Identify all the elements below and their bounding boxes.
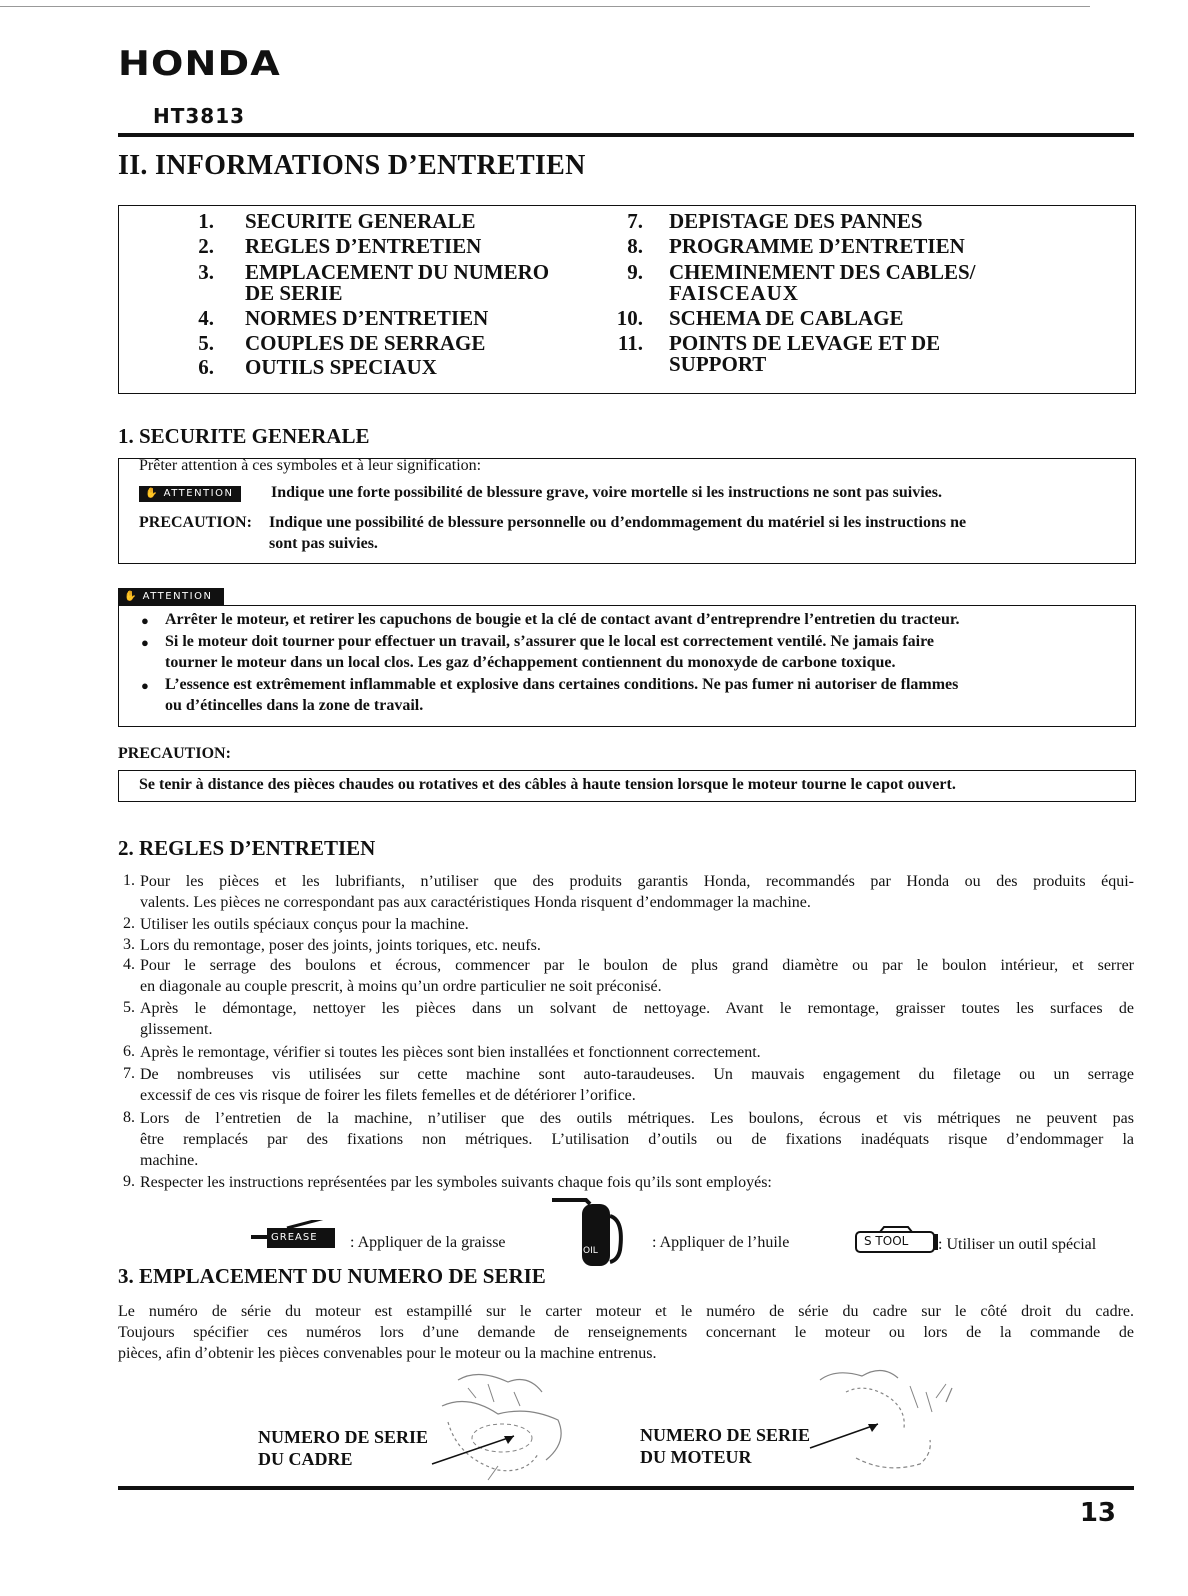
section-heading-securite: 1. SECURITE GENERALE	[118, 424, 370, 448]
toc-item-label: SECURITE GENERALE	[245, 209, 476, 233]
rule-text: De nombreuses vis utilisées sur cette machine sont auto-taraudeuses. Un mauvais engagement du filetage ou un serrage	[140, 1066, 1134, 1083]
rule-text: Lors de l’entretien de la machine, n’utiliser que des outils métriques. Les boulons, écrous et vis métriques ne peuvent pas	[140, 1110, 1134, 1127]
rule-text-cont: être remplacés par des fixations non métriques. L’utilisation d’outils ou de fixations inadéquats risque d’endommager la	[140, 1131, 1134, 1148]
toc-item-label: SCHEMA DE CABLAGE	[669, 306, 904, 330]
model-number: HT3813	[153, 104, 246, 128]
rule-number: 3.	[123, 936, 135, 953]
warning-item-cont: ou d’étincelles dans la zone de travail.	[165, 697, 424, 714]
warning-item: Arrêter le moteur, et retirer les capuchons de bougie et la clé de contact avant d’entreprendre l’entretien du tracteur.	[165, 611, 960, 628]
serial-paragraph-line: pièces, afin d’obtenir les pièces convenables pour le moteur ou la machine entrenus.	[118, 1345, 657, 1362]
frame-leader-arrow	[430, 1420, 550, 1470]
symbols-legend-box	[118, 458, 1136, 564]
toc-item-label: EMPLACEMENT DU NUMERO	[245, 260, 550, 284]
grease-badge: GREASE	[271, 1232, 318, 1243]
attention-meaning: Indique une forte possibilité de blessure grave, voire mortelle si les instructions ne sont pas suivies.	[271, 484, 942, 501]
toc-item-label-cont: DE SERIE	[245, 281, 343, 305]
toc-item-label-cont: FAISCEAUX	[669, 281, 799, 305]
rule-number: 5.	[123, 999, 135, 1016]
top-hairline	[0, 6, 1090, 7]
toc-num: 9.	[627, 260, 643, 284]
bullet: ●	[141, 635, 149, 650]
toc-item-label: DEPISTAGE DES PANNES	[669, 209, 923, 233]
rule-number: 4.	[123, 956, 135, 973]
bullet: ●	[141, 613, 149, 628]
rule-text-cont: valents. Les pièces ne correspondant pas aux caractéristiques Honda risquent d’endommager la machine.	[140, 894, 811, 911]
attention-badge	[139, 486, 241, 502]
page-title: II. INFORMATIONS D’ENTRETIEN	[118, 150, 586, 181]
warning-hand-icon: ✋	[124, 591, 138, 602]
rule-number: 8.	[123, 1109, 135, 1126]
oil-badge: OIL	[583, 1246, 598, 1256]
rule-text: Pour les pièces et les lubrifiants, n’utiliser que des produits garantis Honda, recommandés par Honda ou des produits équi-	[140, 873, 1134, 890]
toc-num: 7.	[627, 209, 643, 233]
toc-item-label: OUTILS SPECIAUX	[245, 355, 437, 379]
attention-badge	[118, 588, 224, 605]
footer-rule	[118, 1486, 1134, 1490]
engine-serial-label-cont: DU MOTEUR	[640, 1447, 752, 1467]
oil-symbol	[552, 1196, 632, 1270]
toc-num: 6.	[198, 355, 214, 379]
rule-number: 2.	[123, 915, 135, 932]
rule-text-cont: en diagonale au couple prescrit, à moins qu’un ordre particulier ne soit préconisé.	[140, 978, 662, 995]
rule-text-cont: glissement.	[140, 1021, 213, 1038]
engine-leader-arrow	[808, 1414, 908, 1454]
toc-num: 2.	[198, 234, 214, 258]
engine-serial-label: NUMERO DE SERIE	[640, 1425, 811, 1445]
toc-num: 3.	[198, 260, 214, 284]
section-heading-regles: 2. REGLES D’ENTRETIEN	[118, 836, 376, 860]
oil-text: : Appliquer de l’huile	[652, 1234, 790, 1251]
rule-text: Respecter les instructions représentées par les symboles suivants chaque fois qu’ils sont employés:	[140, 1174, 772, 1191]
toc-num: 11.	[617, 331, 643, 355]
attention-badge-text: ATTENTION	[142, 591, 213, 602]
rule-text-cont: excessif de ces vis risque de foirer les filets femelles et de détériorer l’orifice.	[140, 1087, 636, 1104]
toc-num: 1.	[198, 209, 214, 233]
special-tool-badge: S TOOL	[864, 1234, 909, 1248]
attention-symbol-row	[139, 483, 241, 502]
warning-item: Si le moteur doit tourner pour effectuer un travail, s’assurer que le local est correctement ventilé. Ne jamais faire	[165, 633, 935, 650]
toc-num: 5.	[198, 331, 214, 355]
toc-num: 10.	[616, 306, 643, 330]
header-rule	[118, 133, 1134, 137]
precaution-box	[118, 770, 1136, 802]
rule-text: Utiliser les outils spéciaux conçus pour la machine.	[140, 916, 469, 933]
toc-item-label-cont: SUPPORT	[669, 352, 767, 376]
precaution-meaning: Indique une possibilité de blessure personnelle ou d’endommagement du matériel si les instructions ne	[269, 514, 967, 531]
toc-item-label: CHEMINEMENT DES CABLES/	[669, 260, 976, 284]
toc-item-label: COUPLES DE SERRAGE	[245, 331, 486, 355]
serial-paragraph-line: Le numéro de série du moteur est estampillé sur le carter moteur et le numéro de série du cadre sur le côté droit du cadre.	[118, 1303, 1134, 1320]
serial-paragraph-line: Toujours spécifier ces numéros lors d’une demande de renseignements concernant le moteur ou lors de la commande de	[118, 1324, 1134, 1341]
rule-text: Pour le serrage des boulons et écrous, commencer par le boulon de plus grand diamètre ou par le boulon intérieur, et serrer	[140, 957, 1134, 974]
rule-number: 1.	[123, 872, 135, 889]
special-tool-symbol	[854, 1226, 938, 1254]
grease-symbol	[247, 1220, 337, 1250]
brand-logo: HONDA	[118, 44, 281, 84]
attention-header	[118, 586, 224, 605]
section-heading-emplacement: 3. EMPLACEMENT DU NUMERO DE SERIE	[118, 1264, 546, 1288]
warning-item-cont: tourner le moteur dans un local clos. Les gaz d’échappement contiennent du monoxyde de carbone toxique.	[165, 654, 896, 671]
grease-text: : Appliquer de la graisse	[350, 1234, 506, 1251]
rule-number: 7.	[123, 1065, 135, 1082]
attention-badge-text: ATTENTION	[163, 488, 234, 499]
toc-num: 8.	[627, 234, 643, 258]
oil-can-icon	[552, 1196, 632, 1270]
precaution-text: Se tenir à distance des pièces chaudes ou rotatives et des câbles à haute tension lorsque le moteur tourne le capot ouvert.	[139, 776, 956, 793]
toc-num: 4.	[198, 306, 214, 330]
warning-item: L’essence est extrêmement inflammable et explosive dans certaines conditions. Ne pas fumer ni autoriser de flammes	[165, 676, 959, 693]
toc-item-label: REGLES D’ENTRETIEN	[245, 234, 482, 258]
special-tool-text: : Utiliser un outil spécial	[938, 1236, 1097, 1253]
rule-number: 9.	[123, 1173, 135, 1190]
toc-item-label: PROGRAMME D’ENTRETIEN	[669, 234, 965, 258]
symbols-intro: Prêter attention à ces symboles et à leur signification:	[139, 457, 482, 474]
table-of-contents	[118, 205, 1136, 394]
toc-item-label: NORMES D’ENTRETIEN	[245, 306, 489, 330]
rule-text-cont: machine.	[140, 1152, 199, 1169]
frame-serial-label-cont: DU CADRE	[258, 1449, 353, 1469]
rule-text: Lors du remontage, poser des joints, joints toriques, etc. neufs.	[140, 937, 541, 954]
attention-box	[118, 605, 1136, 727]
precaution-meaning-cont: sont pas suivies.	[269, 535, 378, 552]
rule-text: Après le démontage, nettoyer les pièces dans un solvant de nettoyage. Avant le remontage, graisser toutes les surfaces de	[140, 1000, 1134, 1017]
precaution-label: PRECAUTION:	[139, 514, 252, 531]
precaution-heading: PRECAUTION:	[118, 745, 231, 762]
frame-serial-label: NUMERO DE SERIE	[258, 1427, 429, 1447]
page-number: 13	[1079, 1498, 1116, 1528]
warning-hand-icon: ✋	[145, 488, 159, 499]
toc-item-label: POINTS DE LEVAGE ET DE	[669, 331, 941, 355]
rule-text: Après le remontage, vérifier si toutes les pièces sont bien installées et fonctionnent correctement.	[140, 1044, 761, 1061]
rule-number: 6.	[123, 1043, 135, 1060]
bullet: ●	[141, 678, 149, 693]
